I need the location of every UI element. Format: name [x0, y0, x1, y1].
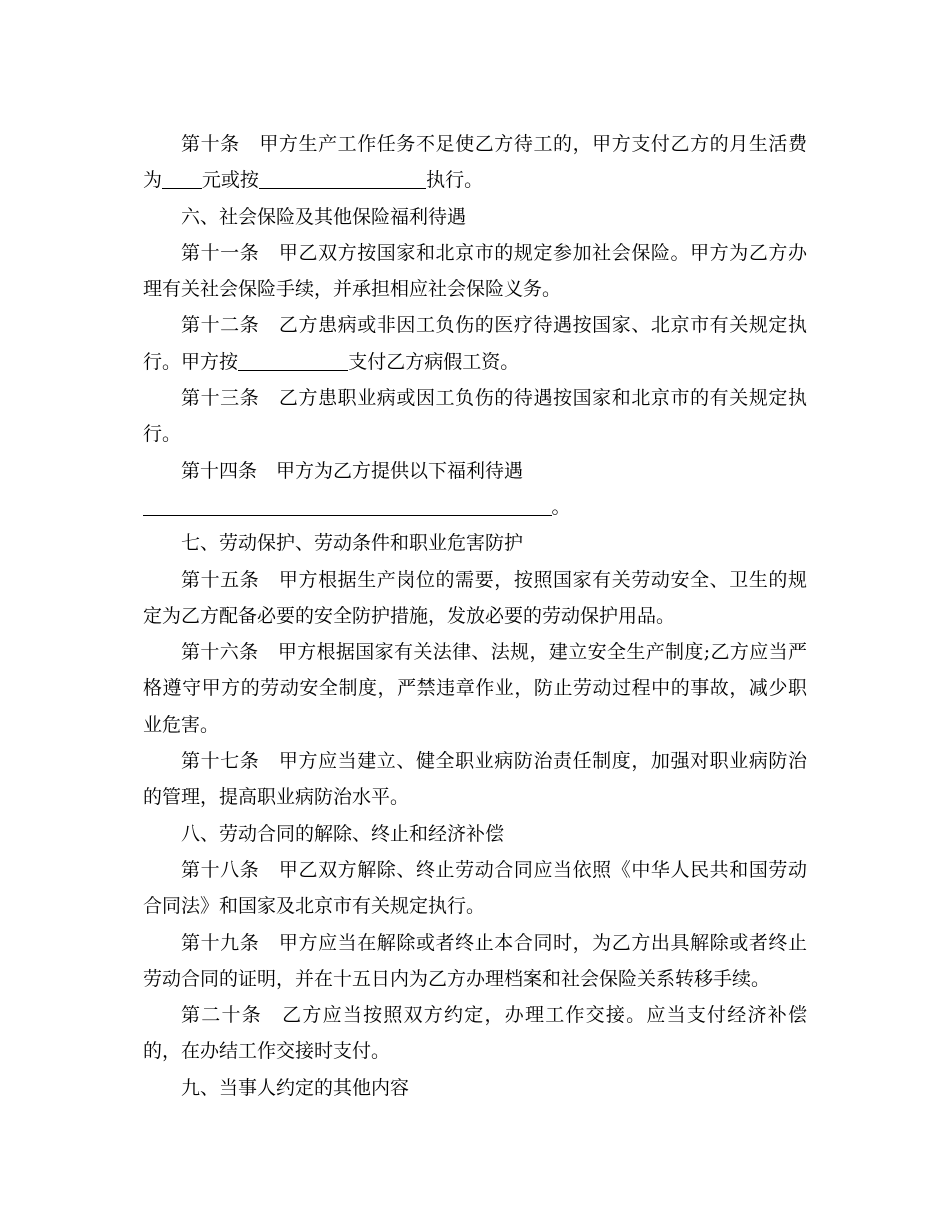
fill-blank: [162, 168, 202, 189]
article-label: 第二十条: [181, 1004, 262, 1027]
section-heading-9: 九、当事人约定的其他内容: [181, 1076, 410, 1099]
section-heading-8: 八、劳动合同的解除、终止和经济补偿: [181, 822, 505, 845]
article-text: 甲乙双方按国家和北京市的规定参加社会保险。甲方为乙方办理有关社会保险手续，并承担相应社会保险义务。: [143, 241, 807, 301]
fill-blank: [143, 495, 552, 516]
article-label: 第十三条: [181, 387, 260, 410]
section-heading-7: 七、劳动保护、劳动条件和职业危害防护: [181, 532, 524, 555]
article-text: 乙方患职业病或因工负伤的待遇按国家和北京市的有关规定执行。: [143, 387, 807, 446]
article-20: [143, 997, 807, 1070]
article-17: [143, 743, 807, 816]
article-14: [143, 453, 807, 489]
article-10: 第十条 甲方生产工作任务不足使乙方待工的，甲方支付乙方的月生活费为 元或按 执行。: [143, 133, 807, 192]
article-15: [143, 562, 807, 635]
article-label: 第十二条: [181, 314, 260, 337]
article-label: 第十九条: [181, 931, 260, 954]
article-text: 甲方应当建立、健全职业病防治责任制度，加强对职业病防治的管理，提高职业病防治水平。: [143, 750, 807, 809]
article-text: 甲方生产工作任务不足使乙方待工的，甲方支付乙方的月生活费为: [143, 133, 807, 192]
article-text: 甲方根据生产岗位的需要，按照国家有关劳动安全、卫生的规定为乙方配备必要的安全防护措施，发放必要的劳动保护用品。: [143, 568, 807, 627]
article-text: 乙方患病或非因工负伤的医疗待遇按国家、北京市有关规定执行。甲方按: [143, 314, 807, 373]
section-heading-6: 六、社会保险及其他保险福利待遇: [181, 205, 467, 228]
article-14-blank-line: 。: [143, 489, 807, 525]
fill-blank: [238, 350, 348, 371]
document-body: [143, 126, 807, 1106]
article-13: [143, 380, 807, 453]
article-label: 第十一条: [181, 241, 260, 264]
article-label: 第十六条: [181, 641, 259, 664]
article-text: 甲乙双方解除、终止劳动合同应当依照《中华人民共和国劳动合同法》和国家及北京市有关规定执行。: [143, 858, 807, 918]
article-12: 第十二条 乙方患病或非因工负伤的医疗待遇按国家、北京市有关规定执行。甲方按 支付乙方病假工资。: [143, 314, 807, 373]
fill-blank: [259, 168, 426, 189]
article-label: 第十七条: [181, 750, 260, 773]
article-text: 乙方应当按照双方约定，办理工作交接。应当支付经济补偿的，在办结工作交接时支付。: [143, 1004, 807, 1063]
article-label: 第十四条: [181, 459, 258, 482]
article-text: 甲方应当在解除或者终止本合同时，为乙方出具解除或者终止劳动合同的证明，并在十五日内为乙方办理档案和社会保险关系转移手续。: [143, 931, 807, 990]
article-text: 甲方为乙方提供以下福利待遇: [276, 459, 524, 482]
article-label: 第十八条: [181, 858, 260, 881]
article-16: [143, 634, 807, 743]
article-19: [143, 925, 807, 998]
article-text: 甲方根据国家有关法律、法规，建立安全生产制度;乙方应当严格遵守甲方的劳动安全制度，严禁违章作业，防止劳动过程中的事故，减少职业危害。: [143, 641, 807, 736]
article-label: 第十五条: [181, 568, 260, 591]
article-11: [143, 235, 807, 308]
article-label: 第十条: [181, 133, 240, 155]
article-18: [143, 852, 807, 925]
